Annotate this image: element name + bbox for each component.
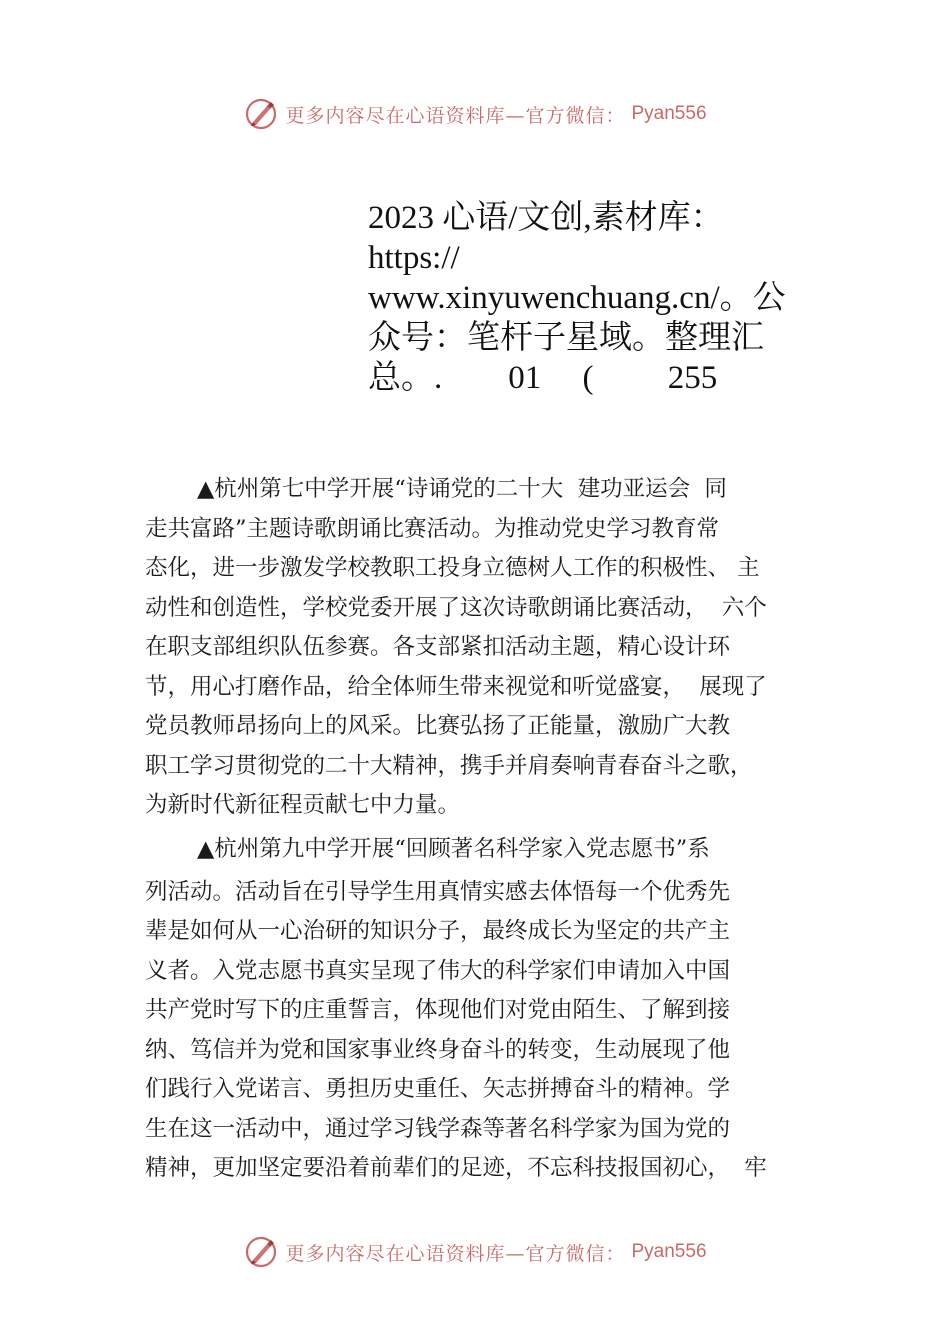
paragraph-hangzhou-seventh-school <box>145 470 817 826</box>
header-watermark-text: 更多内容尽在心语资料库—官方微信： <box>285 104 626 127</box>
footer-watermark-handle: Pyan556 <box>631 1241 707 1262</box>
paragraph-line: 辈是如何从一心治研的知识分子，最终成长为坚定的共产主 <box>145 918 731 944</box>
paragraph-line: 职工学习贯彻党的二十大精神，携手并肩奏响青春奋斗之歌， <box>145 752 753 779</box>
header-watermark-banner <box>0 92 950 136</box>
paragraph-line: ▲杭州第九中学开展“回顾著名科学家入党志愿书”系 <box>197 835 710 862</box>
paragraph-line: 节，用心打磨作品，给全体师生带来视觉和听觉盛宴， 展现了 <box>145 673 767 700</box>
paragraph-line: 动性和创造性，学校党委开展了这次诗歌朗诵比赛活动， 六个 <box>145 594 767 621</box>
header-watermark-handle: Pyan556 <box>631 103 707 124</box>
title-line: https:// <box>368 240 460 276</box>
paragraph-line: 走共富路”主题诗歌朗诵比赛活动。为推动党史学习教育常 <box>145 515 720 542</box>
paragraph-line: 义者。入党志愿书真实呈现了伟大的科学家们申请加入中国 <box>145 957 731 984</box>
paragraph-line: 党员教师昂扬向上的风采。比赛弘扬了正能量，激励广大教 <box>145 713 731 739</box>
paragraph-line: 共产党时写下的庄重誓言，体现他们对党由陌生、了解到接 <box>145 997 731 1023</box>
paragraph-hangzhou-ninth-school <box>145 830 817 1189</box>
paragraph-line: ▲杭州第七中学开展“诗诵党的二十大 建功亚运会 同 <box>197 476 727 502</box>
footer-watermark-banner <box>0 1230 950 1274</box>
title-line: www.xinyuwenchuang.cn/。公 <box>368 280 786 316</box>
paragraph-line: 列活动。活动旨在引导学生用真情实感去体悟每一个优秀先 <box>145 878 731 905</box>
paragraph-line: 精神，更加坚定要沿着前辈们的足迹，不忘科技报国初心， 牢 <box>145 1155 767 1181</box>
paragraph-line: 生在这一活动中，通过学习钱学森等著名科学家为国为党的 <box>145 1115 731 1142</box>
document-body <box>145 470 817 1189</box>
footer-watermark-text: 更多内容尽在心语资料库—官方微信： <box>285 1242 626 1265</box>
pen-logo-icon <box>243 96 279 132</box>
paragraph-line: 为新时代新征程贡献七中力量。 <box>145 792 461 818</box>
paragraph-line: 们践行入党诺言、勇担历史重任、矢志拼搏奋斗的精神。学 <box>145 1076 731 1102</box>
document-title-block <box>368 198 838 398</box>
paragraph-line: 态化，进一步激发学校教职工投身立德树人工作的积极性、 主 <box>145 555 760 581</box>
paragraph-line: 在职支部组织队伍参赛。各支部紧扣活动主题，精心设计环 <box>145 634 731 660</box>
pen-logo-icon <box>243 1234 279 1270</box>
title-line: 总。. 01 ( 255 <box>368 360 718 396</box>
title-line: 2023 心语/文创,素材库： <box>368 200 724 236</box>
title-line: 众号：笔杆子星域。整理汇 <box>368 320 764 356</box>
paragraph-line: 纳、笃信并为党和国家事业终身奋斗的转变，生动展现了他 <box>145 1036 731 1063</box>
